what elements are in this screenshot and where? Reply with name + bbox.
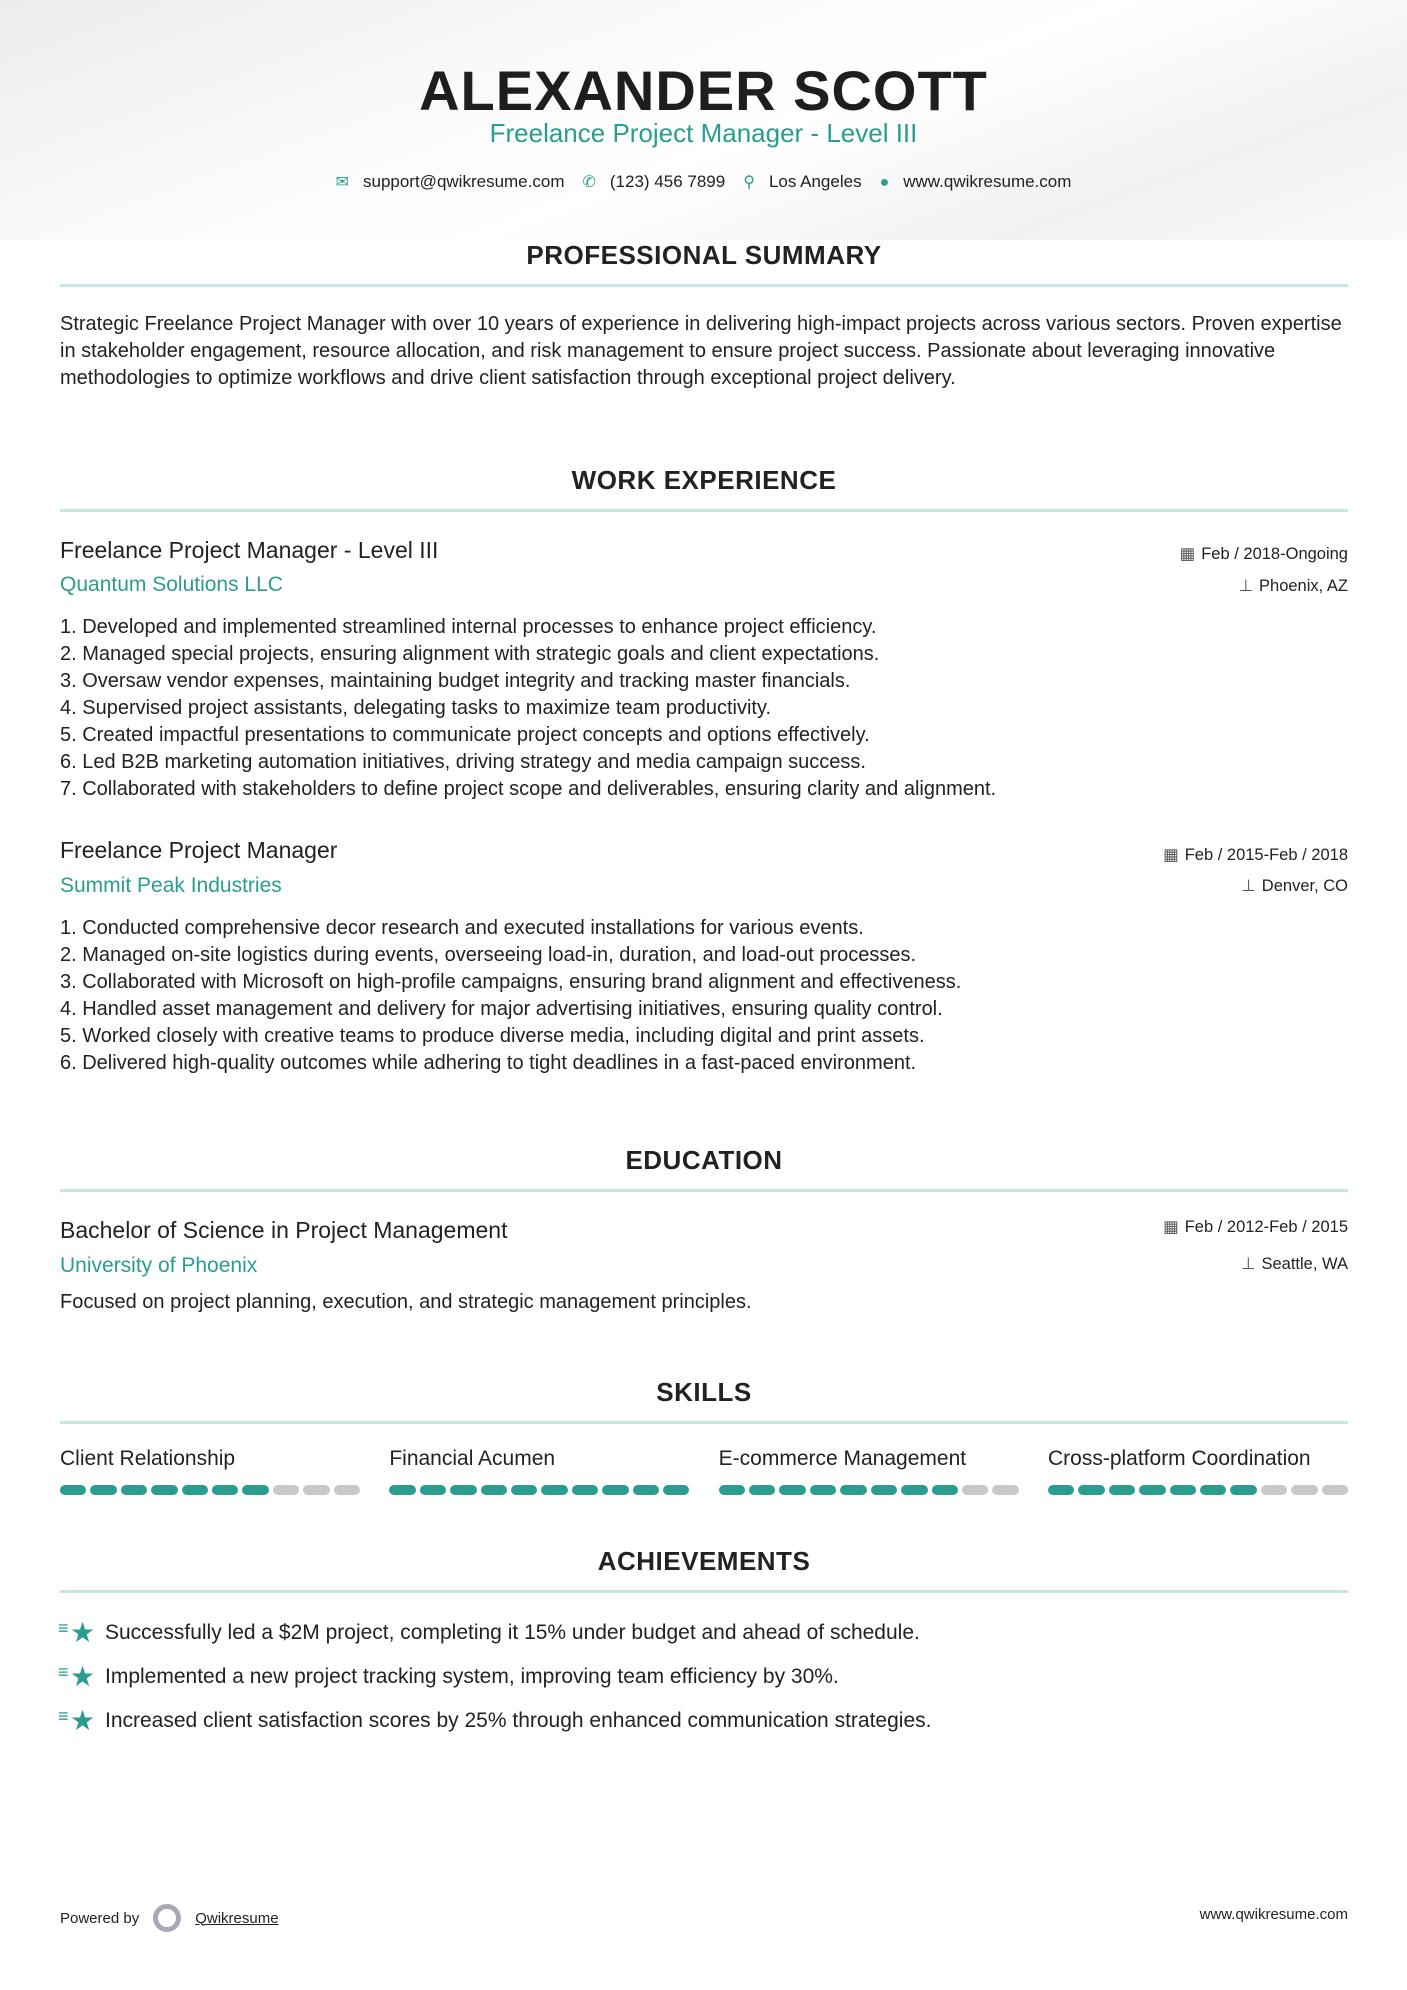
section-heading-achievements: ACHIEVEMENTS — [597, 1546, 811, 1576]
skill-level-segment — [60, 1485, 86, 1495]
contact-website[interactable]: www.qwikresume.com — [903, 172, 1072, 191]
skill-level-segment — [334, 1485, 360, 1495]
map-pin-icon: ⚲ — [743, 174, 755, 191]
job-bullets — [60, 614, 1350, 803]
job-title: Freelance Project Manager - Level III — [60, 537, 439, 563]
skill-level-segment — [719, 1485, 745, 1495]
phone-icon: ✆ — [582, 174, 596, 191]
skill-level-segment — [450, 1485, 476, 1495]
footer-powered-by — [60, 1904, 279, 1932]
section-heading-experience: WORK EXPERIENCE — [571, 465, 837, 495]
candidate-title: Freelance Project Manager - Level III — [489, 118, 918, 148]
job-title: Freelance Project Manager — [60, 837, 338, 863]
section-divider — [60, 284, 1348, 287]
list-item: 4. Handled asset management and delivery for major advertising initiatives, ensuring quality control. — [60, 998, 943, 1020]
skill-level-segment — [90, 1485, 116, 1495]
list-item: 1. Developed and implemented streamlined internal processes to enhance project efficiency. — [60, 616, 877, 638]
school-name: University of Phoenix — [60, 1254, 258, 1277]
list-item: 6. Led B2B marketing automation initiatives, driving strategy and media campaign success. — [60, 751, 866, 773]
qwikresume-logo-icon — [153, 1904, 181, 1932]
list-item: 5. Worked closely with creative teams to produce diverse media, including digital and print assets. — [60, 1025, 925, 1047]
skill-level-segment — [242, 1485, 268, 1495]
skill-name: E-commerce Management — [718, 1447, 967, 1470]
skill-level-segment — [1291, 1485, 1317, 1495]
skill-level-segment — [840, 1485, 866, 1495]
list-item: 7. Collaborated with stakeholders to define project scope and deliverables, ensuring clarity and alignment. — [60, 778, 997, 800]
education-location — [1241, 1254, 1348, 1274]
skill-item — [60, 1447, 360, 1495]
skill-name: Financial Acumen — [389, 1447, 556, 1470]
job-location-text: Phoenix, AZ — [1259, 577, 1348, 595]
powered-by-label: Powered by — [60, 1909, 140, 1927]
section-heading-skills: SKILLS — [656, 1377, 752, 1407]
list-item: 2. Managed on-site logistics during events, overseeing load-in, duration, and load-out processes. — [60, 944, 917, 966]
job-location — [1239, 576, 1348, 596]
skill-level-segment — [182, 1485, 208, 1495]
star-icon: ≡ ★ — [60, 1704, 105, 1737]
education-date-text: Feb / 2012-Feb / 2015 — [1184, 1218, 1348, 1236]
contact-email[interactable]: support@qwikresume.com — [362, 172, 565, 191]
education-date — [1163, 1217, 1348, 1237]
pushpin-icon: ⊥ — [1238, 577, 1254, 595]
contact-bar — [0, 172, 1407, 192]
calendar-icon: ▦ — [1179, 545, 1196, 563]
skill-item — [1048, 1447, 1348, 1495]
skill-level-segment — [810, 1485, 836, 1495]
skill-level-segment — [1109, 1485, 1135, 1495]
contact-location: Los Angeles — [768, 172, 862, 191]
star-icon: ≡ ★ — [60, 1660, 105, 1693]
calendar-icon: ▦ — [1163, 846, 1179, 864]
globe-icon: ● — [879, 174, 890, 191]
skill-level-segment — [1230, 1485, 1256, 1495]
envelope-icon: ✉ — [335, 174, 349, 191]
achievement-item — [60, 1660, 839, 1693]
skill-level-segment — [633, 1485, 659, 1495]
skill-level-segment — [389, 1485, 415, 1495]
skill-level-segment — [1200, 1485, 1226, 1495]
skill-level-segment — [541, 1485, 567, 1495]
skill-level-segment — [932, 1485, 958, 1495]
skill-level-segment — [572, 1485, 598, 1495]
education-description: Focused on project planning, execution, and strategic management principles. — [60, 1291, 752, 1313]
calendar-icon: ▦ — [1163, 1218, 1179, 1236]
skill-item — [389, 1447, 689, 1495]
list-item: 5. Created impactful presentations to communicate project concepts and options effectively. — [60, 724, 870, 746]
skill-level-segment — [121, 1485, 147, 1495]
skill-level-segment — [602, 1485, 628, 1495]
skill-level-segment — [303, 1485, 329, 1495]
contact-phone: (123) 456 7899 — [609, 172, 726, 191]
section-divider — [60, 1590, 1348, 1593]
job-date — [1163, 845, 1348, 865]
qwikresume-link[interactable]: Qwikresume — [195, 1909, 279, 1927]
skill-level-segment — [901, 1485, 927, 1495]
skill-level-segment — [663, 1485, 689, 1495]
skill-level-segment — [420, 1485, 446, 1495]
job-company: Quantum Solutions LLC — [60, 573, 283, 596]
skill-level-segment — [151, 1485, 177, 1495]
list-item: 2. Managed special projects, ensuring alignment with strategic goals and client expectations. — [60, 643, 880, 665]
skill-level-bar — [719, 1485, 1019, 1495]
skills-list — [60, 1447, 1348, 1495]
degree-title: Bachelor of Science in Project Management — [60, 1217, 508, 1243]
skill-name: Client Relationship — [60, 1447, 236, 1470]
skill-level-bar — [60, 1485, 360, 1495]
job-bullets — [60, 915, 1350, 1077]
list-item: 4. Supervised project assistants, delegating tasks to maximize team productivity. — [60, 697, 772, 719]
job-location-text: Denver, CO — [1261, 877, 1348, 895]
skill-level-segment — [992, 1485, 1018, 1495]
skill-level-segment — [871, 1485, 897, 1495]
summary-text: Strategic Freelance Project Manager with over 10 years of experience in delivering high-impact projects across various sectors. Proven expertise in stakeholder engagement, resource allocation, and risk management to ensure project success. Passionate about leveraging innovative methodologies to optimize workflows and drive client satisfaction through exceptional project delivery. — [60, 313, 1342, 389]
skill-name: Cross-platform Coordination — [1047, 1447, 1311, 1470]
skill-level-bar — [1048, 1485, 1348, 1495]
skill-level-segment — [481, 1485, 507, 1495]
skill-level-segment — [749, 1485, 775, 1495]
achievement-text: Increased client satisfaction scores by 25% through enhanced communication strategies. — [105, 1708, 932, 1732]
section-divider — [60, 1421, 1348, 1424]
skill-item — [719, 1447, 1019, 1495]
job-date-text: Feb / 2015-Feb / 2018 — [1184, 846, 1348, 864]
skill-level-segment — [779, 1485, 805, 1495]
skill-level-segment — [1322, 1485, 1348, 1495]
job-date-text: Feb / 2018-Ongoing — [1201, 545, 1348, 563]
skill-level-segment — [962, 1485, 988, 1495]
skill-level-segment — [1048, 1485, 1074, 1495]
pushpin-icon: ⊥ — [1241, 877, 1256, 895]
skill-level-segment — [212, 1485, 238, 1495]
education-location-text: Seattle, WA — [1261, 1255, 1348, 1273]
section-heading-summary: PROFESSIONAL SUMMARY — [526, 240, 882, 270]
pushpin-icon: ⊥ — [1241, 1255, 1256, 1273]
skill-level-segment — [1078, 1485, 1104, 1495]
achievement-item — [60, 1704, 931, 1737]
job-date — [1180, 544, 1348, 564]
skill-level-segment — [1139, 1485, 1165, 1495]
section-heading-education: EDUCATION — [625, 1145, 783, 1175]
footer-website[interactable]: www.qwikresume.com — [1199, 1906, 1348, 1923]
job-location — [1241, 876, 1348, 896]
job-company: Summit Peak Industries — [60, 874, 282, 897]
candidate-name: ALEXANDER SCOTT — [419, 59, 988, 122]
list-item: 6. Delivered high-quality outcomes while adhering to tight deadlines in a fast-paced environment. — [60, 1052, 917, 1074]
skill-level-segment — [1170, 1485, 1196, 1495]
list-item: 3. Collaborated with Microsoft on high-profile campaigns, ensuring brand alignment and effectiveness. — [60, 971, 962, 993]
section-divider — [60, 1189, 1348, 1192]
star-icon: ≡ ★ — [60, 1616, 105, 1649]
achievement-text: Successfully led a $2M project, completing it 15% under budget and ahead of schedule. — [105, 1620, 920, 1644]
skill-level-segment — [511, 1485, 537, 1495]
skill-level-segment — [1261, 1485, 1287, 1495]
achievement-text: Implemented a new project tracking system, improving team efficiency by 30%. — [105, 1664, 839, 1688]
section-divider — [60, 509, 1348, 512]
achievement-item — [60, 1616, 920, 1649]
list-item: 1. Conducted comprehensive decor research and executed installations for various events. — [60, 917, 864, 939]
list-item: 3. Oversaw vendor expenses, maintaining budget integrity and tracking master financials. — [60, 670, 851, 692]
skill-level-segment — [273, 1485, 299, 1495]
skill-level-bar — [389, 1485, 689, 1495]
